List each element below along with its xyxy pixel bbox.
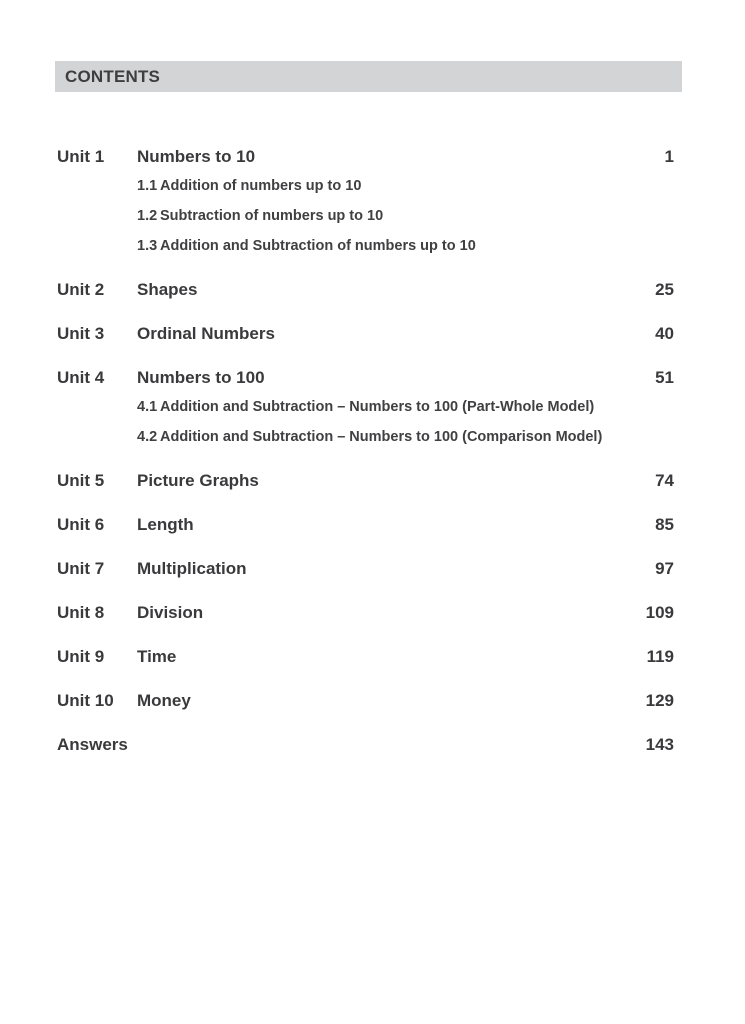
toc-unit-row (57, 279, 682, 300)
toc-unit-row (57, 323, 682, 344)
sub-title: Subtraction of numbers up to 10 (160, 208, 384, 224)
unit-title: Shapes (137, 280, 198, 299)
unit-page-number: 129 (645, 691, 674, 710)
unit-label: Unit 5 (57, 471, 105, 490)
table-of-contents (57, 146, 682, 755)
toc-sub-row (137, 237, 682, 256)
unit-title: Money (137, 691, 191, 710)
toc-unit-row (57, 367, 682, 388)
unit-title: Multiplication (137, 559, 247, 578)
unit-title: Numbers to 100 (137, 368, 265, 387)
toc-unit-row (57, 646, 682, 667)
toc-sub-row (137, 207, 682, 226)
unit-label: Unit 6 (57, 515, 105, 534)
unit-title: Numbers to 10 (137, 147, 256, 166)
toc-unit-row (57, 690, 682, 711)
sub-number: 4.2 (137, 429, 158, 445)
unit-label: Unit 10 (57, 691, 114, 710)
toc-sub-row (137, 398, 682, 417)
unit-page-number: 119 (646, 647, 674, 666)
sub-number: 1.3 (137, 238, 158, 254)
unit-page-number: 1 (664, 147, 674, 166)
unit-label: Unit 8 (57, 603, 105, 622)
unit-label: Unit 2 (57, 280, 105, 299)
unit-label: Unit 4 (57, 368, 105, 387)
sub-number: 1.2 (137, 208, 158, 224)
sub-number: 4.1 (137, 399, 158, 415)
toc-unit-row (57, 146, 682, 167)
toc-unit-row (57, 514, 682, 535)
toc-sub-row (137, 428, 682, 447)
unit-label: Unit 1 (57, 147, 105, 166)
unit-title: Ordinal Numbers (137, 324, 275, 343)
unit-title: Picture Graphs (137, 471, 259, 490)
sub-title: Addition of numbers up to 10 (160, 178, 362, 194)
unit-title: Time (137, 647, 177, 666)
unit-page-number: 143 (645, 735, 674, 754)
unit-label: Unit 3 (57, 324, 105, 343)
page-title: CONTENTS (65, 66, 161, 86)
sub-title: Addition and Subtraction – Numbers to 100 (Comparison Model) (160, 429, 603, 445)
unit-page-number: 74 (655, 471, 674, 490)
toc-unit-row (57, 602, 682, 623)
toc-unit-row (57, 734, 682, 755)
unit-label: Unit 9 (57, 647, 105, 666)
sub-number: 1.1 (137, 178, 158, 194)
unit-page-number: 97 (655, 559, 674, 578)
unit-page-number: 51 (655, 368, 674, 387)
unit-label: Unit 7 (57, 559, 105, 578)
unit-page-number: 85 (655, 515, 674, 534)
contents-header-bar (55, 61, 682, 92)
unit-page-number: 109 (645, 603, 674, 622)
unit-title: Division (137, 603, 204, 622)
unit-page-number: 40 (655, 324, 674, 343)
toc-sub-row (137, 177, 682, 196)
sub-title: Addition and Subtraction – Numbers to 100 (Part-Whole Model) (160, 399, 595, 415)
toc-unit-row (57, 558, 682, 579)
sub-title: Addition and Subtraction of numbers up to 10 (160, 238, 476, 254)
unit-page-number: 25 (655, 280, 674, 299)
unit-title: Length (137, 515, 194, 534)
unit-label: Answers (57, 735, 128, 754)
toc-unit-row (57, 470, 682, 491)
